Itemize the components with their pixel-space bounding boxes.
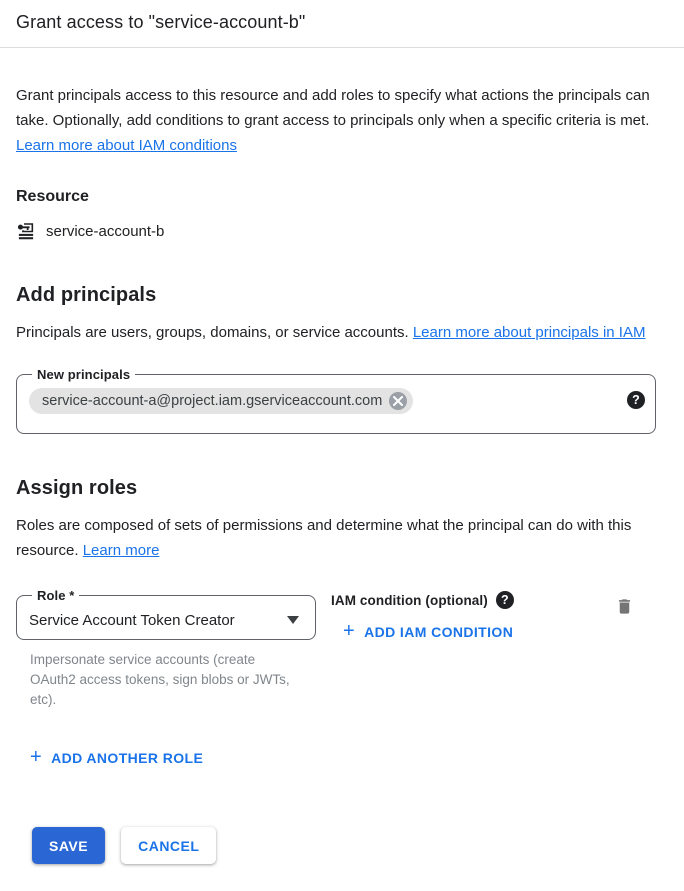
dialog-header [0, 0, 684, 47]
add-iam-condition-label: ADD IAM CONDITION [364, 624, 514, 640]
save-button[interactable]: SAVE [32, 827, 105, 864]
resource-item [16, 222, 668, 241]
add-principals-description [16, 320, 664, 345]
learn-more-principals-link[interactable]: Learn more about principals in IAM [412, 324, 646, 341]
dialog-actions [32, 827, 668, 864]
add-another-role-label: ADD ANOTHER ROLE [51, 750, 204, 766]
role-select[interactable] [16, 588, 316, 640]
resource-name: service-account-b [46, 223, 165, 240]
role-label: Role * [37, 588, 75, 603]
principal-chip-label: service-account-a@project.iam.gserviceaccount.com [42, 393, 383, 409]
plus-icon: + [30, 746, 43, 768]
assign-roles-description [16, 513, 664, 563]
add-another-role-button[interactable] [30, 746, 204, 768]
iam-condition-column [316, 588, 615, 643]
page-title: Grant access to "service-account-b" [16, 12, 306, 32]
intro-text: Grant principals access to this resource and add roles to specify what actions the principals can take. Optionally, add conditions to grant access to principals only when a specific criteria is met. [16, 87, 650, 129]
plus-icon: + [343, 620, 356, 642]
assign-roles-heading: Assign roles [16, 477, 138, 499]
dialog-content [0, 83, 684, 864]
intro-paragraph [16, 83, 664, 158]
service-account-icon [16, 222, 36, 241]
principal-chip[interactable] [29, 388, 413, 414]
role-helper-text: Impersonate service accounts (create OAuth2 access tokens, sign blobs or JWTs, etc). [30, 652, 290, 707]
new-principals-field[interactable] [16, 367, 656, 434]
learn-more-iam-conditions-link[interactable]: Learn more about IAM conditions [16, 137, 237, 154]
cancel-button[interactable]: CANCEL [121, 827, 216, 864]
role-row [16, 588, 668, 710]
principals-desc-text: Principals are users, groups, domains, or service accounts. [16, 324, 413, 341]
roles-desc-text: Roles are composed of sets of permissions and determine what the principal can do with this resource. [16, 517, 632, 559]
remove-principal-icon[interactable] [389, 392, 407, 410]
iam-condition-help-icon[interactable]: ? [496, 591, 514, 609]
header-divider [0, 47, 684, 48]
resource-heading: Resource [16, 188, 89, 205]
role-column [16, 588, 316, 710]
delete-role-button[interactable] [615, 596, 634, 622]
learn-more-roles-link[interactable]: Learn more [82, 542, 160, 559]
iam-condition-label: IAM condition (optional) [331, 592, 488, 608]
role-selected-value: Service Account Token Creator [29, 611, 235, 629]
trash-icon [615, 596, 634, 617]
new-principals-label: New principals [37, 367, 131, 382]
chevron-down-icon [287, 611, 299, 629]
add-iam-condition-button[interactable] [343, 620, 514, 642]
add-principals-heading: Add principals [16, 284, 157, 306]
principals-help-icon[interactable]: ? [627, 391, 645, 409]
